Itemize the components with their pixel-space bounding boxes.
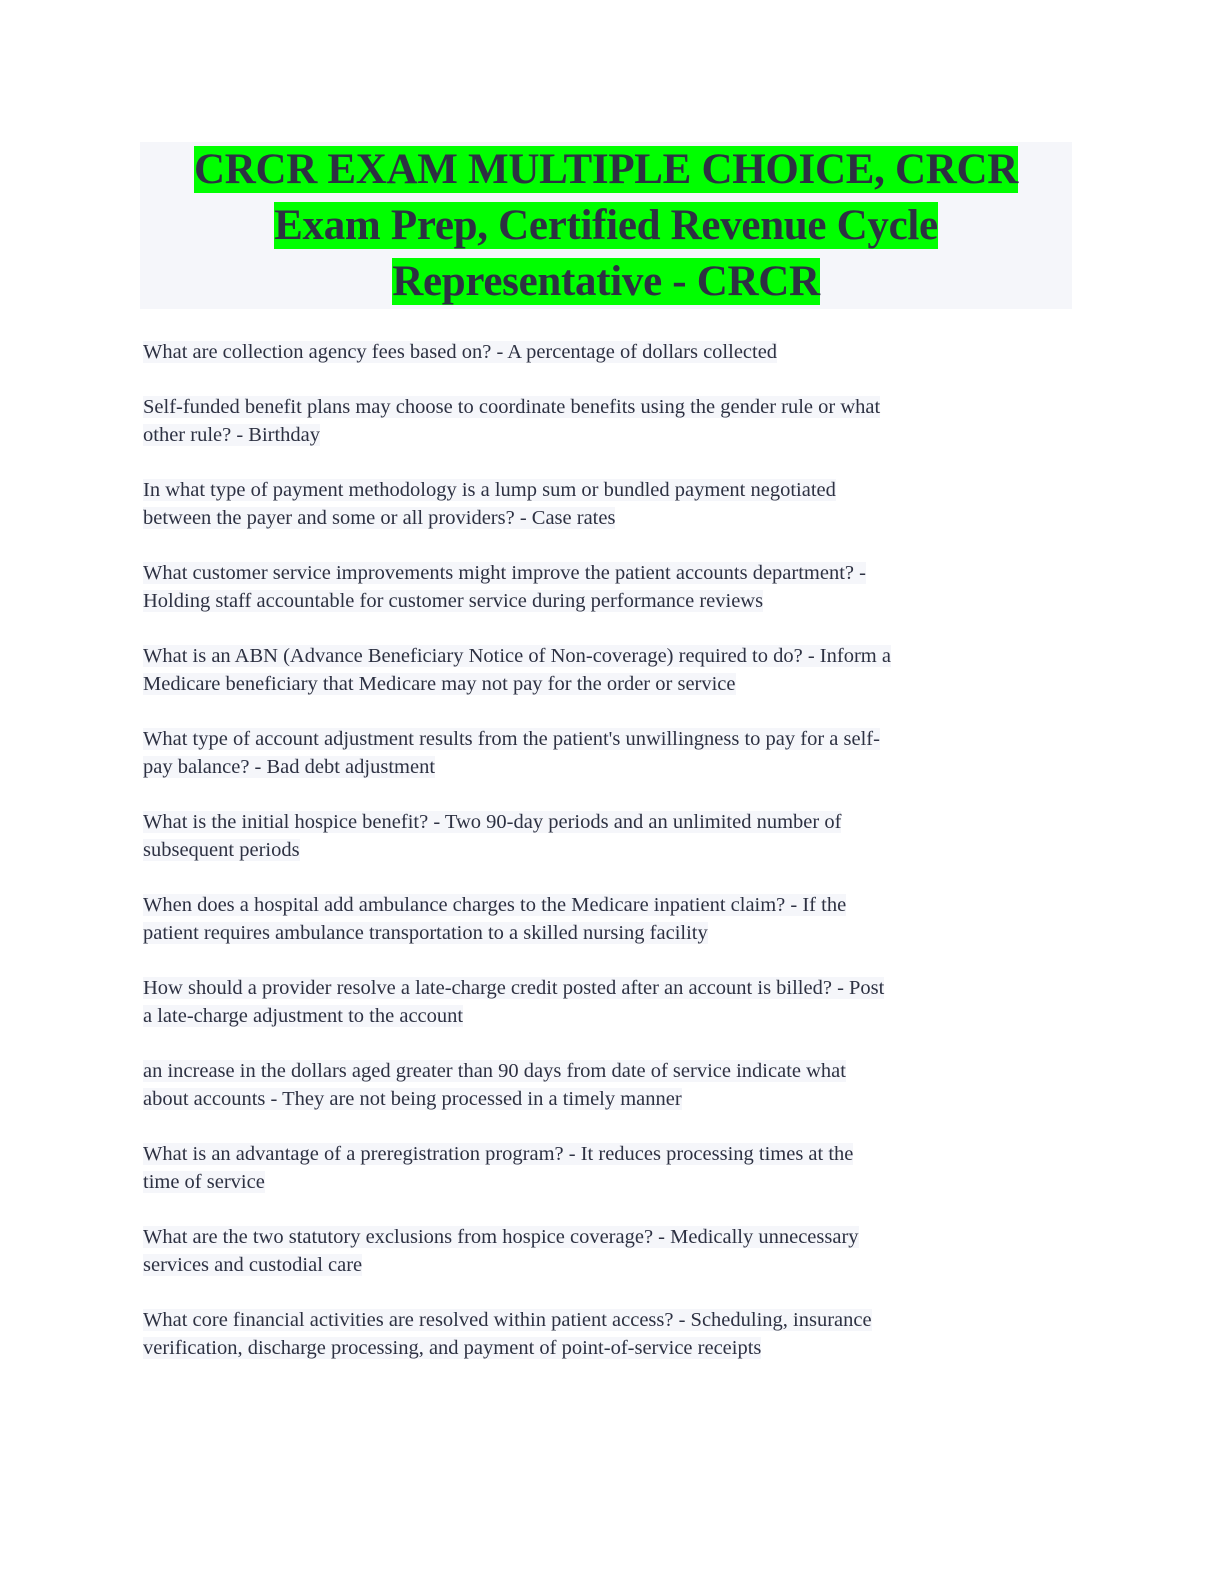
qa-line: an increase in the dollars aged greater than 90 days from date of service indicate what [143,1060,846,1082]
title-line: CRCR EXAM MULTIPLE CHOICE, CRCR [193,146,1019,193]
title-block [140,142,1072,309]
qa-line: What type of account adjustment results from the patient's unwillingness to pay for a self- [143,728,880,750]
qa-line: time of service [143,1171,265,1193]
qa-line: services and custodial care [143,1254,363,1276]
title-line: Exam Prep, Certified Revenue Cycle [274,202,938,249]
qa-line: In what type of payment methodology is a lump sum or bundled payment negotiated [143,479,836,501]
qa-list [143,338,1068,1389]
qa-line: What is the initial hospice benefit? - Two 90-day periods and an unlimited number of [143,811,842,833]
qa-item [143,476,1068,532]
qa-line: between the payer and some or all providers? - Case rates [143,507,616,529]
qa-item [143,1223,1068,1279]
qa-item [143,808,1068,864]
qa-line: a late-charge adjustment to the account [143,1005,464,1027]
qa-line: What is an ABN (Advance Beneficiary Notice of Non-coverage) required to do? - Inform a [143,645,891,667]
qa-item [143,725,1068,781]
qa-line: Holding staff accountable for customer service during performance reviews [143,590,764,612]
qa-line: What customer service improvements might improve the patient accounts department? - [143,562,866,584]
document-title [140,142,1072,310]
qa-line: subsequent periods [143,839,300,861]
qa-item [143,642,1068,698]
qa-item [143,1306,1068,1362]
qa-line: What are collection agency fees based on? - A percentage of dollars collected [143,341,778,363]
qa-line: other rule? - Birthday [143,424,321,446]
qa-item [143,1140,1068,1196]
qa-line: What core financial activities are resolved within patient access? - Scheduling, insurance [143,1309,872,1331]
qa-item [143,338,1068,366]
qa-line: about accounts - They are not being processed in a timely manner [143,1088,682,1110]
qa-item [143,393,1068,449]
qa-line: Self-funded benefit plans may choose to coordinate benefits using the gender rule or what [143,396,881,418]
qa-line: verification, discharge processing, and payment of point-of-service receipts [143,1337,762,1359]
qa-line: pay balance? - Bad debt adjustment [143,756,436,778]
qa-line: How should a provider resolve a late-charge credit posted after an account is billed? - Post [143,977,885,999]
qa-item [143,1057,1068,1113]
qa-item [143,974,1068,1030]
qa-line: What is an advantage of a preregistration program? - It reduces processing times at the [143,1143,854,1165]
title-line: Representative - CRCR [392,258,820,305]
qa-item [143,559,1068,615]
qa-line: Medicare beneficiary that Medicare may not pay for the order or service [143,673,736,695]
qa-item [143,891,1068,947]
qa-line: patient requires ambulance transportation to a skilled nursing facility [143,922,708,944]
qa-line: What are the two statutory exclusions from hospice coverage? - Medically unnecessary [143,1226,859,1248]
qa-line: When does a hospital add ambulance charges to the Medicare inpatient claim? - If the [143,894,847,916]
